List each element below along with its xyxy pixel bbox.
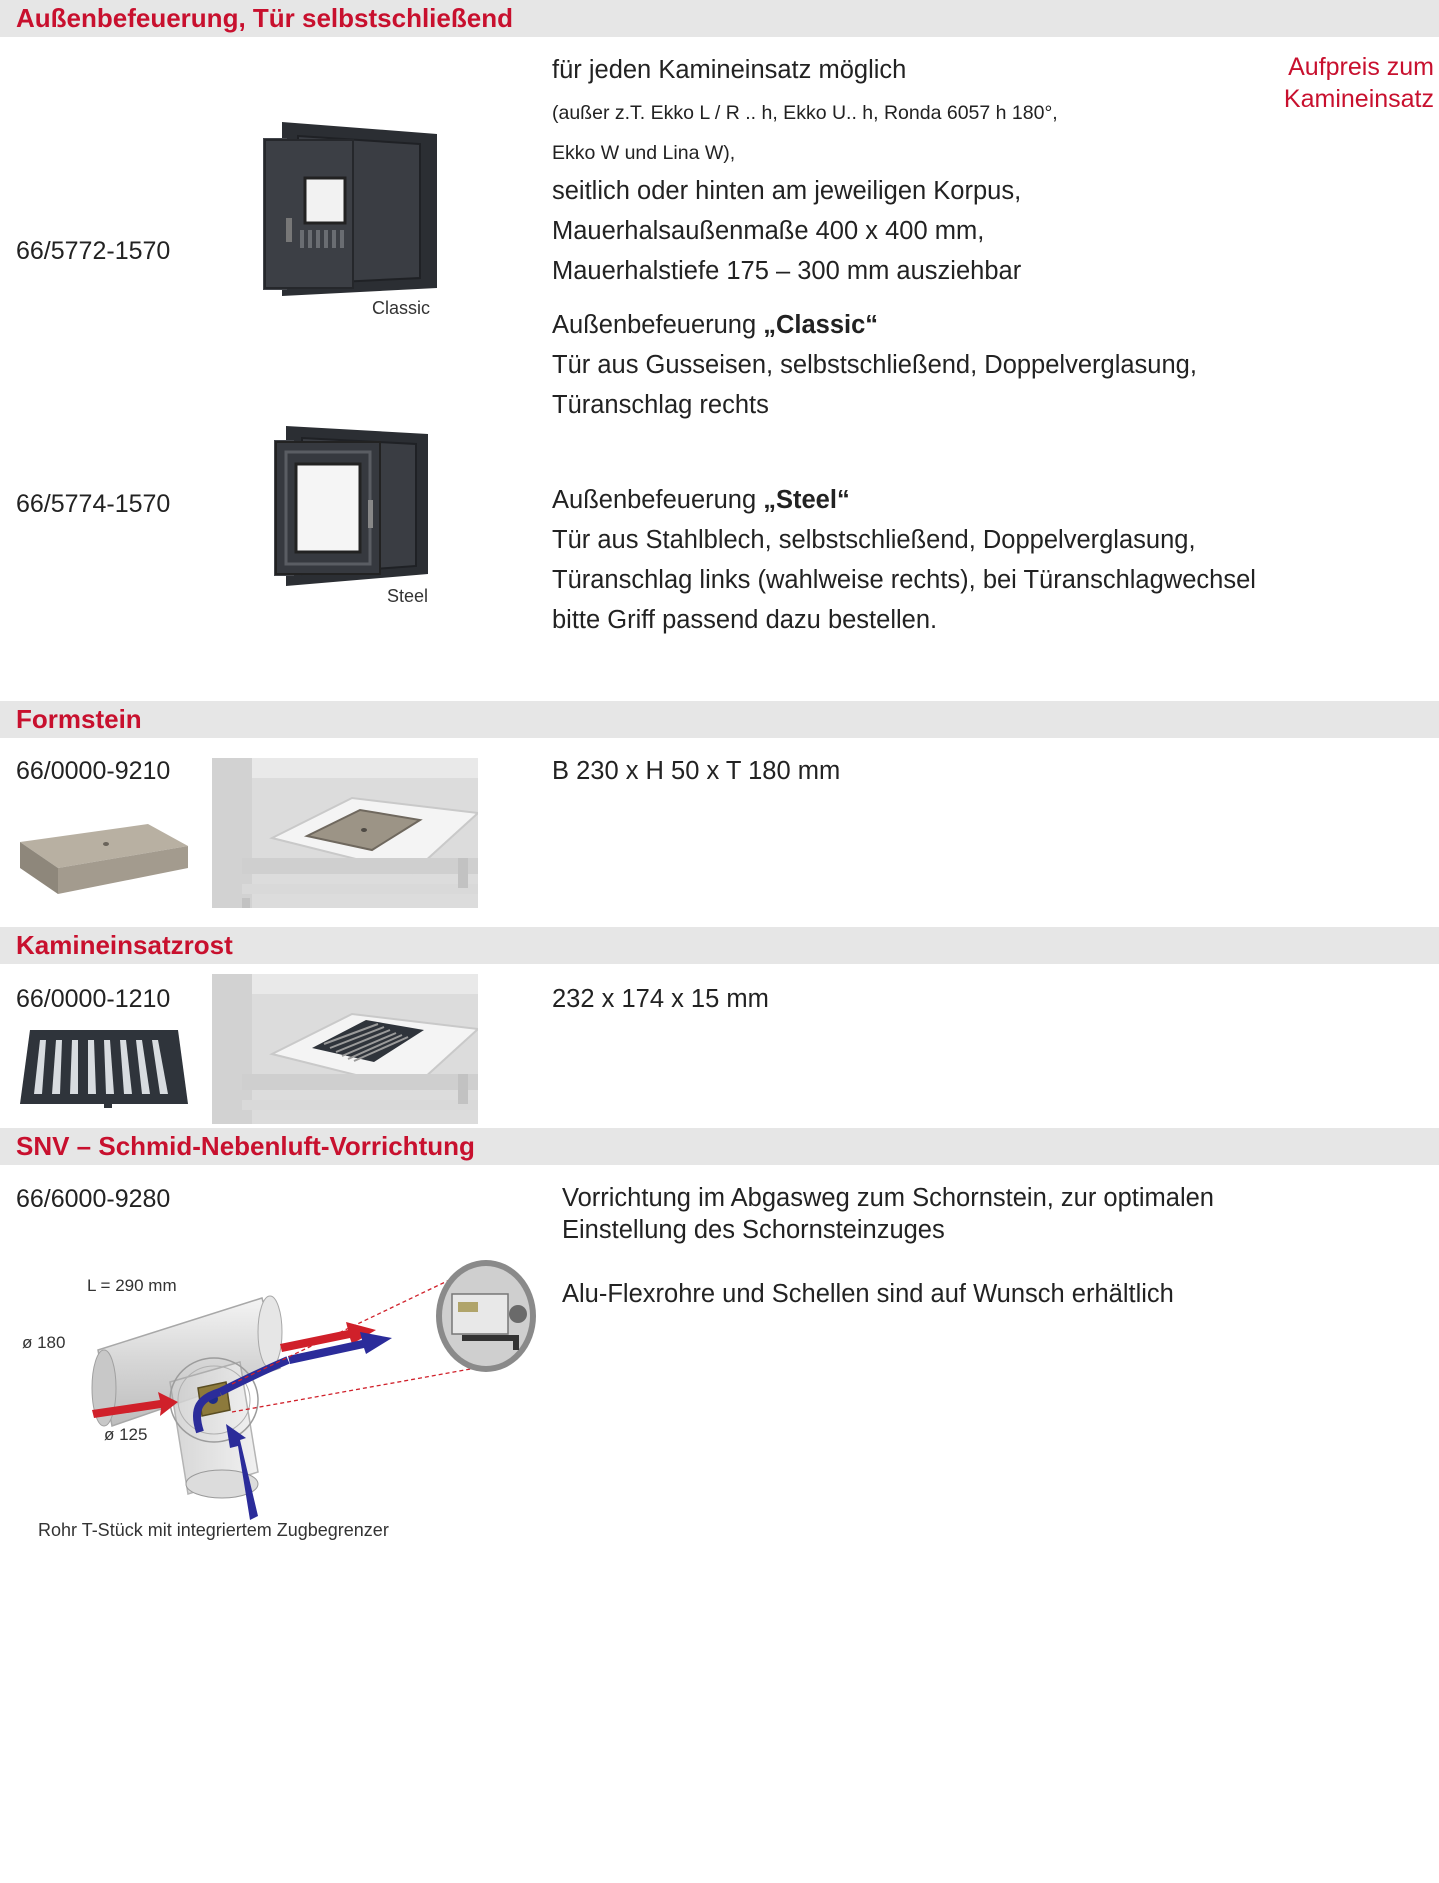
classic-heading: Außenbefeuerung „Classic“ bbox=[552, 311, 879, 339]
snv-description-line-1: Vorrichtung im Abgasweg zum Schornstein, zur optimalen bbox=[562, 1184, 1214, 1212]
classic-line-1: Tür aus Gusseisen, selbstschließend, Doppelverglasung, bbox=[552, 351, 1197, 379]
section-header-snv: SNV – Schmid-Nebenluft-Vorrichtung bbox=[0, 1128, 1439, 1165]
steel-line-3: bitte Griff passend dazu bestellen. bbox=[552, 606, 938, 634]
article-number-formstein: 66/0000-9210 bbox=[16, 757, 171, 785]
classic-line-2: Türanschlag rechts bbox=[552, 391, 769, 419]
steel-door-image bbox=[272, 422, 432, 590]
steel-heading: Außenbefeuerung „Steel“ bbox=[552, 486, 850, 514]
section-header-kamineinsatzrost: Kamineinsatzrost bbox=[0, 927, 1439, 964]
rost-description: 232 x 174 x 15 mm bbox=[552, 985, 769, 1013]
article-number-snv: 66/6000-9280 bbox=[16, 1185, 171, 1213]
rost-image bbox=[18, 1026, 190, 1110]
rost-installed-image bbox=[212, 974, 478, 1124]
general-line-4: seitlich oder hinten am jeweiligen Korpus, bbox=[552, 177, 1022, 205]
formstein-description: B 230 x H 50 x T 180 mm bbox=[552, 757, 841, 785]
section-header-formstein: Formstein bbox=[0, 701, 1439, 738]
general-line-5: Mauerhalsaußenmaße 400 x 400 mm, bbox=[552, 217, 985, 245]
snv-diagram bbox=[0, 1232, 540, 1522]
snv-length-label: L = 290 mm bbox=[87, 1276, 177, 1295]
article-number-classic: 66/5772-1570 bbox=[16, 237, 171, 265]
snv-description-line-2: Einstellung des Schornsteinzuges bbox=[562, 1216, 945, 1244]
price-note-line-2: Kamineinsatz bbox=[1283, 85, 1434, 113]
formstein-image bbox=[18, 822, 190, 896]
snv-caption: Rohr T-Stück mit integriertem Zugbegrenzer bbox=[38, 1520, 389, 1540]
steel-line-2: Türanschlag links (wahlweise rechts), bei Türanschlagwechsel bbox=[552, 566, 1256, 594]
general-line-6: Mauerhalstiefe 175 – 300 mm ausziehbar bbox=[552, 257, 1022, 285]
price-note-line-1: Aufpreis zum bbox=[1288, 53, 1434, 81]
snv-diameter-large-label: ø 180 bbox=[22, 1333, 66, 1352]
article-number-steel: 66/5774-1570 bbox=[16, 490, 171, 518]
snv-diameter-small-label: ø 125 bbox=[104, 1425, 148, 1444]
general-line-2: (außer z.T. Ekko L / R .. h, Ekko U.. h, Ronda 6057 h 180°, bbox=[552, 102, 1058, 124]
snv-note: Alu-Flexrohre und Schellen sind auf Wunsch erhältlich bbox=[562, 1280, 1174, 1308]
classic-door-image bbox=[262, 118, 440, 300]
steel-line-1: Tür aus Stahlblech, selbstschließend, Doppelverglasung, bbox=[552, 526, 1196, 554]
caption-steel: Steel bbox=[387, 586, 429, 606]
general-line-1: für jeden Kamineinsatz möglich bbox=[552, 56, 907, 84]
article-number-rost: 66/0000-1210 bbox=[16, 985, 171, 1013]
general-line-3: Ekko W und Lina W), bbox=[552, 142, 736, 164]
formstein-installed-image bbox=[212, 758, 478, 908]
caption-classic: Classic bbox=[372, 298, 431, 318]
section-header-aussenbefeuerung: Außenbefeuerung, Tür selbstschließend bbox=[0, 0, 1439, 37]
